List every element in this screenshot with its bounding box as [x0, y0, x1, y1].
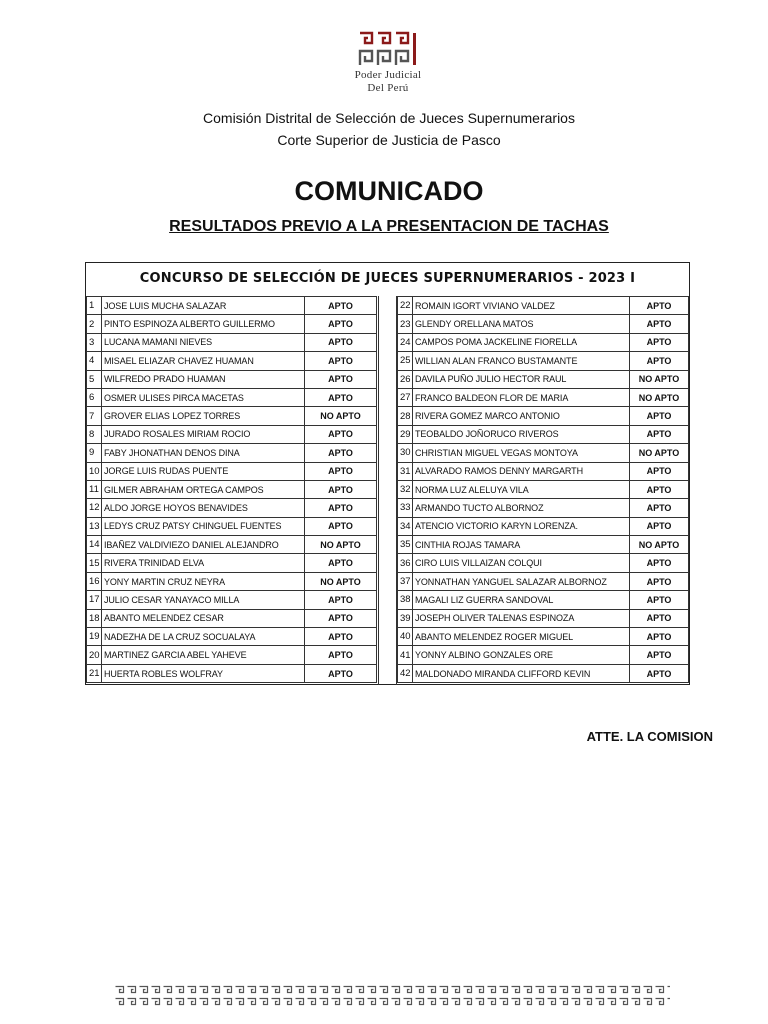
candidate-status: APTO — [305, 480, 377, 498]
candidate-number: 10 — [87, 462, 102, 480]
candidate-name: OSMER ULISES PIRCA MACETAS — [102, 388, 305, 406]
candidate-status: NO APTO — [630, 370, 689, 388]
table-row — [398, 407, 689, 425]
candidate-number: 2 — [87, 315, 102, 333]
table-row — [398, 572, 689, 590]
table-row — [87, 370, 377, 388]
candidate-status: APTO — [630, 297, 689, 315]
candidate-number: 13 — [87, 517, 102, 535]
candidate-status: APTO — [305, 333, 377, 351]
candidate-status: APTO — [630, 407, 689, 425]
candidate-status: NO APTO — [630, 536, 689, 554]
candidate-number: 23 — [398, 315, 413, 333]
candidate-status: APTO — [630, 554, 689, 572]
table-row — [398, 554, 689, 572]
logo-text-line1: Poder Judicial — [354, 69, 422, 81]
candidate-number: 17 — [87, 591, 102, 609]
candidate-number: 7 — [87, 407, 102, 425]
candidate-number: 32 — [398, 480, 413, 498]
candidate-status: APTO — [305, 591, 377, 609]
institution-emblem-icon — [357, 30, 419, 68]
candidate-status: APTO — [630, 591, 689, 609]
candidate-status: APTO — [630, 628, 689, 646]
candidate-name: CINTHIA ROJAS TAMARA — [413, 536, 630, 554]
candidate-number: 12 — [87, 499, 102, 517]
candidate-status: APTO — [630, 572, 689, 590]
candidate-number: 34 — [398, 517, 413, 535]
candidate-number: 42 — [398, 664, 413, 682]
candidate-name: GLENDY ORELLANA MATOS — [413, 315, 630, 333]
candidate-number: 38 — [398, 591, 413, 609]
candidate-number: 6 — [87, 388, 102, 406]
candidate-number: 8 — [87, 425, 102, 443]
candidate-name: RIVERA TRINIDAD ELVA — [102, 554, 305, 572]
candidate-status: APTO — [630, 480, 689, 498]
candidate-name: IBAÑEZ VALDIVIEZO DANIEL ALEJANDRO — [102, 536, 305, 554]
table-row — [87, 572, 377, 590]
candidate-number: 28 — [398, 407, 413, 425]
candidate-name: MAGALI LIZ GUERRA SANDOVAL — [413, 591, 630, 609]
logo-text-line2: Del Perú — [367, 82, 409, 94]
table-row — [87, 315, 377, 333]
candidate-name: NADEZHA DE LA CRUZ SOCUALAYA — [102, 628, 305, 646]
table-row — [87, 388, 377, 406]
candidate-status: APTO — [305, 425, 377, 443]
candidate-number: 18 — [87, 609, 102, 627]
table-row — [87, 591, 377, 609]
candidate-number: 25 — [398, 352, 413, 370]
candidate-name: LEDYS CRUZ PATSY CHINGUEL FUENTES — [102, 517, 305, 535]
candidate-name: PINTO ESPINOZA ALBERTO GUILLERMO — [102, 315, 305, 333]
candidate-name: NORMA LUZ ALELUYA VILA — [413, 480, 630, 498]
table-row — [87, 646, 377, 664]
table-row — [398, 388, 689, 406]
candidate-name: JURADO ROSALES MIRIAM ROCIO — [102, 425, 305, 443]
court-name: Corte Superior de Justicia de Pasco — [277, 132, 501, 148]
results-table-title: CONCURSO DE SELECCIÓN DE JUECES SUPERNUMERARIOS - 2023 I — [139, 271, 636, 286]
candidate-number: 31 — [398, 462, 413, 480]
table-row — [398, 499, 689, 517]
candidate-number: 29 — [398, 425, 413, 443]
candidate-name: WILLIAN ALAN FRANCO BUSTAMANTE — [413, 352, 630, 370]
candidate-name: YONNY ALBINO GONZALES ORE — [413, 646, 630, 664]
table-row — [87, 480, 377, 498]
table-row — [398, 480, 689, 498]
candidate-number: 26 — [398, 370, 413, 388]
table-row — [87, 462, 377, 480]
candidate-status: APTO — [630, 499, 689, 517]
candidate-number: 36 — [398, 554, 413, 572]
candidate-number: 37 — [398, 572, 413, 590]
table-row — [87, 664, 377, 682]
table-row — [398, 297, 689, 315]
table-row — [398, 536, 689, 554]
candidate-name: ALDO JORGE HOYOS BENAVIDES — [102, 499, 305, 517]
poder-judicial-logo — [340, 30, 436, 94]
table-row — [398, 444, 689, 462]
table-row — [87, 536, 377, 554]
results-table-right — [397, 296, 689, 683]
candidate-number: 41 — [398, 646, 413, 664]
candidate-number: 3 — [87, 333, 102, 351]
candidate-number: 11 — [87, 480, 102, 498]
table-row — [398, 425, 689, 443]
table-row — [87, 352, 377, 370]
candidate-status: APTO — [305, 370, 377, 388]
table-row — [87, 517, 377, 535]
page-subtitle: RESULTADOS PREVIO A LA PRESENTACION DE TACHAS — [169, 218, 609, 235]
table-row — [87, 407, 377, 425]
candidate-name: FRANCO BALDEON FLOR DE MARIA — [413, 388, 630, 406]
table-row — [398, 517, 689, 535]
candidate-name: ROMAIN IGORT VIVIANO VALDEZ — [413, 297, 630, 315]
table-row — [398, 609, 689, 627]
table-row — [398, 352, 689, 370]
table-row — [398, 462, 689, 480]
candidate-status: APTO — [305, 352, 377, 370]
candidate-number: 21 — [87, 664, 102, 682]
candidate-status: APTO — [305, 388, 377, 406]
candidate-status: NO APTO — [305, 536, 377, 554]
candidate-name: JULIO CESAR YANAYACO MILLA — [102, 591, 305, 609]
candidate-status: APTO — [305, 499, 377, 517]
candidate-name: YONY MARTIN CRUZ NEYRA — [102, 572, 305, 590]
candidate-number: 30 — [398, 444, 413, 462]
candidate-name: MALDONADO MIRANDA CLIFFORD KEVIN — [413, 664, 630, 682]
table-row — [398, 664, 689, 682]
table-row — [87, 499, 377, 517]
candidate-name: MISAEL ELIAZAR CHAVEZ HUAMAN — [102, 352, 305, 370]
candidate-number: 40 — [398, 628, 413, 646]
candidate-name: CIRO LUIS VILLAIZAN COLQUI — [413, 554, 630, 572]
candidate-number: 15 — [87, 554, 102, 572]
candidate-name: FABY JHONATHAN DENOS DINA — [102, 444, 305, 462]
candidate-status: APTO — [305, 664, 377, 682]
candidate-status: APTO — [305, 609, 377, 627]
candidate-status: APTO — [630, 517, 689, 535]
table-row — [87, 554, 377, 572]
candidate-name: CAMPOS POMA JACKELINE FIORELLA — [413, 333, 630, 351]
candidate-number: 16 — [87, 572, 102, 590]
candidate-number: 24 — [398, 333, 413, 351]
candidate-number: 5 — [87, 370, 102, 388]
candidate-number: 35 — [398, 536, 413, 554]
candidate-status: APTO — [305, 554, 377, 572]
candidate-status: APTO — [630, 333, 689, 351]
table-row — [87, 628, 377, 646]
candidate-name: JOSEPH OLIVER TALENAS ESPINOZA — [413, 609, 630, 627]
candidate-name: DAVILA PUÑO JULIO HECTOR RAUL — [413, 370, 630, 388]
table-row — [398, 315, 689, 333]
candidate-name: ABANTO MELENDEZ CESAR — [102, 609, 305, 627]
candidate-status: APTO — [630, 609, 689, 627]
candidate-status: APTO — [305, 444, 377, 462]
candidate-status: APTO — [630, 425, 689, 443]
commission-name: Comisión Distrital de Selección de Jueces Supernumerarios — [203, 110, 575, 126]
candidate-number: 4 — [87, 352, 102, 370]
candidate-status: APTO — [305, 646, 377, 664]
candidate-name: CHRISTIAN MIGUEL VEGAS MONTOYA — [413, 444, 630, 462]
table-row — [398, 370, 689, 388]
candidate-status: APTO — [305, 297, 377, 315]
table-row — [87, 444, 377, 462]
candidate-status: NO APTO — [630, 388, 689, 406]
candidate-number: 33 — [398, 499, 413, 517]
column-separator — [378, 296, 397, 685]
candidate-name: ATENCIO VICTORIO KARYN LORENZA. — [413, 517, 630, 535]
table-row — [87, 609, 377, 627]
candidate-name: RIVERA GOMEZ MARCO ANTONIO — [413, 407, 630, 425]
candidate-name: WILFREDO PRADO HUAMAN — [102, 370, 305, 388]
candidate-number: 22 — [398, 297, 413, 315]
candidate-status: APTO — [630, 664, 689, 682]
candidate-name: JOSE LUIS MUCHA SALAZAR — [102, 297, 305, 315]
candidate-status: APTO — [305, 462, 377, 480]
candidate-status: NO APTO — [305, 407, 377, 425]
candidate-status: APTO — [630, 352, 689, 370]
candidate-number: 9 — [87, 444, 102, 462]
candidate-name: JORGE LUIS RUDAS PUENTE — [102, 462, 305, 480]
results-table-left — [86, 296, 377, 683]
table-row — [398, 591, 689, 609]
results-board — [85, 262, 690, 685]
candidate-status: APTO — [630, 646, 689, 664]
table-row — [398, 333, 689, 351]
table-row — [87, 425, 377, 443]
candidate-number: 27 — [398, 388, 413, 406]
candidate-name: MARTINEZ GARCIA ABEL YAHEVE — [102, 646, 305, 664]
candidate-status: APTO — [630, 462, 689, 480]
decorative-footer-pattern-icon — [114, 985, 670, 1009]
candidate-name: LUCANA MAMANI NIEVES — [102, 333, 305, 351]
table-row — [87, 297, 377, 315]
candidate-number: 1 — [87, 297, 102, 315]
candidate-status: APTO — [305, 315, 377, 333]
candidate-name: HUERTA ROBLES WOLFRAY — [102, 664, 305, 682]
candidate-name: TEOBALDO JOÑORUCO RIVEROS — [413, 425, 630, 443]
candidate-number: 20 — [87, 646, 102, 664]
candidate-name: ABANTO MELENDEZ ROGER MIGUEL — [413, 628, 630, 646]
table-row — [398, 646, 689, 664]
candidate-name: GILMER ABRAHAM ORTEGA CAMPOS — [102, 480, 305, 498]
page-title: COMUNICADO — [294, 176, 484, 206]
candidate-number: 14 — [87, 536, 102, 554]
table-row — [398, 628, 689, 646]
candidate-status: APTO — [305, 517, 377, 535]
candidate-number: 39 — [398, 609, 413, 627]
candidate-name: ARMANDO TUCTO ALBORNOZ — [413, 499, 630, 517]
candidate-name: ALVARADO RAMOS DENNY MARGARTH — [413, 462, 630, 480]
signature-line: ATTE. LA COMISION — [586, 729, 713, 744]
candidate-status: APTO — [305, 628, 377, 646]
table-row — [87, 333, 377, 351]
candidate-number: 19 — [87, 628, 102, 646]
candidate-name: YONNATHAN YANGUEL SALAZAR ALBORNOZ — [413, 572, 630, 590]
candidate-name: GROVER ELIAS LOPEZ TORRES — [102, 407, 305, 425]
candidate-status: NO APTO — [630, 444, 689, 462]
candidate-status: APTO — [630, 315, 689, 333]
candidate-status: NO APTO — [305, 572, 377, 590]
